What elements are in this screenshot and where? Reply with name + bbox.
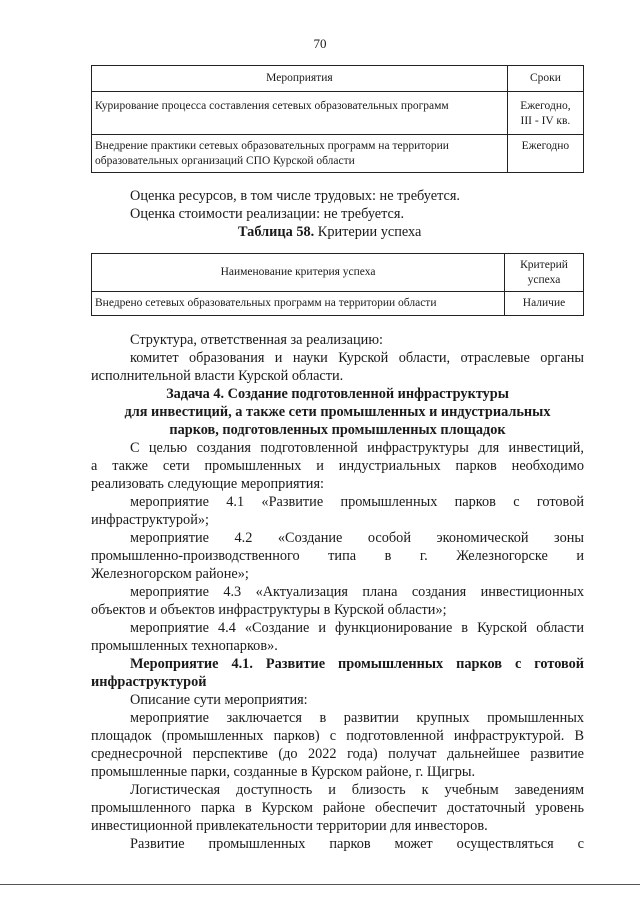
logistics-paragraph: инвестиционной привлекательности территории для инвесторов.	[91, 818, 488, 834]
structure-body: комитет образования и науки Курской области, отраслевые органы	[130, 350, 584, 366]
header-cell: Наименование критерия успеха	[92, 254, 505, 292]
task-4-intro: реализовать следующие мероприятия:	[91, 476, 325, 492]
logistics-paragraph: промышленного парка в Курском районе обеспечит достаточный уровень	[91, 800, 584, 816]
measure-4-1-heading: Мероприятие 4.1. Развитие промышленных парков с готовой	[130, 656, 584, 672]
table-cell: Внедрение практики сетевых образовательных программ на территории образовательных организаций СПО Курской области	[92, 135, 508, 173]
description-body: мероприятие заключается в развитии крупных промышленных	[130, 710, 584, 726]
table-cell: Ежегодно, III - IV кв.	[507, 92, 583, 135]
measure-4-2: мероприятие 4.2 «Создание особой экономической зоны	[130, 530, 584, 546]
task-4-title: парков, подготовленных промышленных площадок	[169, 422, 506, 438]
measure-4-1: инфраструктурой»;	[91, 512, 209, 528]
table-caption-number: Таблица 58.	[238, 224, 315, 240]
header-cell: Критерий успеха	[505, 254, 584, 292]
page-number: 70	[313, 36, 327, 51]
table-header-row	[92, 254, 584, 292]
measure-4-4: мероприятие 4.4 «Создание и функционирование в Курской области	[130, 620, 584, 636]
measure-4-2: Железногорском районе»;	[91, 566, 249, 582]
table-caption	[238, 223, 421, 241]
scan-edge-line	[0, 884, 640, 885]
cost-estimate: Оценка стоимости реализации: не требуется.	[130, 206, 405, 222]
header-cell: Мероприятия	[92, 66, 508, 92]
description-label: Описание сути мероприятия:	[130, 692, 308, 708]
structure-body: исполнительной власти Курской области.	[91, 368, 344, 384]
task-4-intro: С целью создания подготовленной инфраструктуры для инвестиций,	[130, 440, 584, 456]
description-body: среднесрочной перспективе (до 2022 года) получат дальнейшее развитие	[91, 746, 584, 762]
table-row	[92, 135, 584, 173]
table-row	[92, 292, 584, 316]
table-row	[92, 92, 584, 135]
description-body: промышленные парки, созданные в Курском районе, г. Щигры.	[91, 764, 476, 780]
header-cell: Сроки	[507, 66, 583, 92]
measure-4-3: объектов и объектов инфраструктуры в Курской области»;	[91, 602, 447, 618]
measure-4-2: промышленно-производственного типа в г. Железногорске и	[91, 548, 584, 564]
table-cell: Наличие	[505, 292, 584, 316]
table-caption-text: Критерии успеха	[314, 224, 422, 240]
task-4-title: Задача 4. Создание подготовленной инфраструктуры	[166, 386, 509, 402]
table-cell: Внедрено сетевых образовательных программ на территории области	[92, 292, 505, 316]
logistics-paragraph: Логистическая доступность и близость к учебным заведениям	[130, 782, 584, 798]
measure-4-1: мероприятие 4.1 «Развитие промышленных парков с готовой	[130, 494, 584, 510]
task-4-intro: а также сети промышленных и индустриальных парков необходимо	[91, 458, 584, 474]
measure-4-3: мероприятие 4.3 «Актуализация плана создания инвестиционных	[130, 584, 584, 600]
structure-heading: Структура, ответственная за реализацию:	[130, 332, 383, 348]
table-cell: Ежегодно	[507, 135, 583, 173]
development-paragraph: Развитие промышленных парков может осуществляться с	[130, 836, 584, 852]
resources-estimate: Оценка ресурсов, в том числе трудовых: не требуется.	[130, 188, 460, 204]
measure-4-4: промышленных технопарков».	[91, 638, 278, 654]
events-table	[91, 65, 584, 173]
table-header-row	[92, 66, 584, 92]
task-4-title: для инвестиций, а также сети промышленных и индустриальных	[124, 404, 551, 420]
table-cell: Курирование процесса составления сетевых образовательных программ	[92, 92, 508, 135]
success-criteria-table	[91, 253, 584, 316]
measure-4-1-heading: инфраструктурой	[91, 674, 207, 690]
description-body: площадок (промышленных парков) с подготовленной инфраструктурой. В	[91, 728, 584, 744]
